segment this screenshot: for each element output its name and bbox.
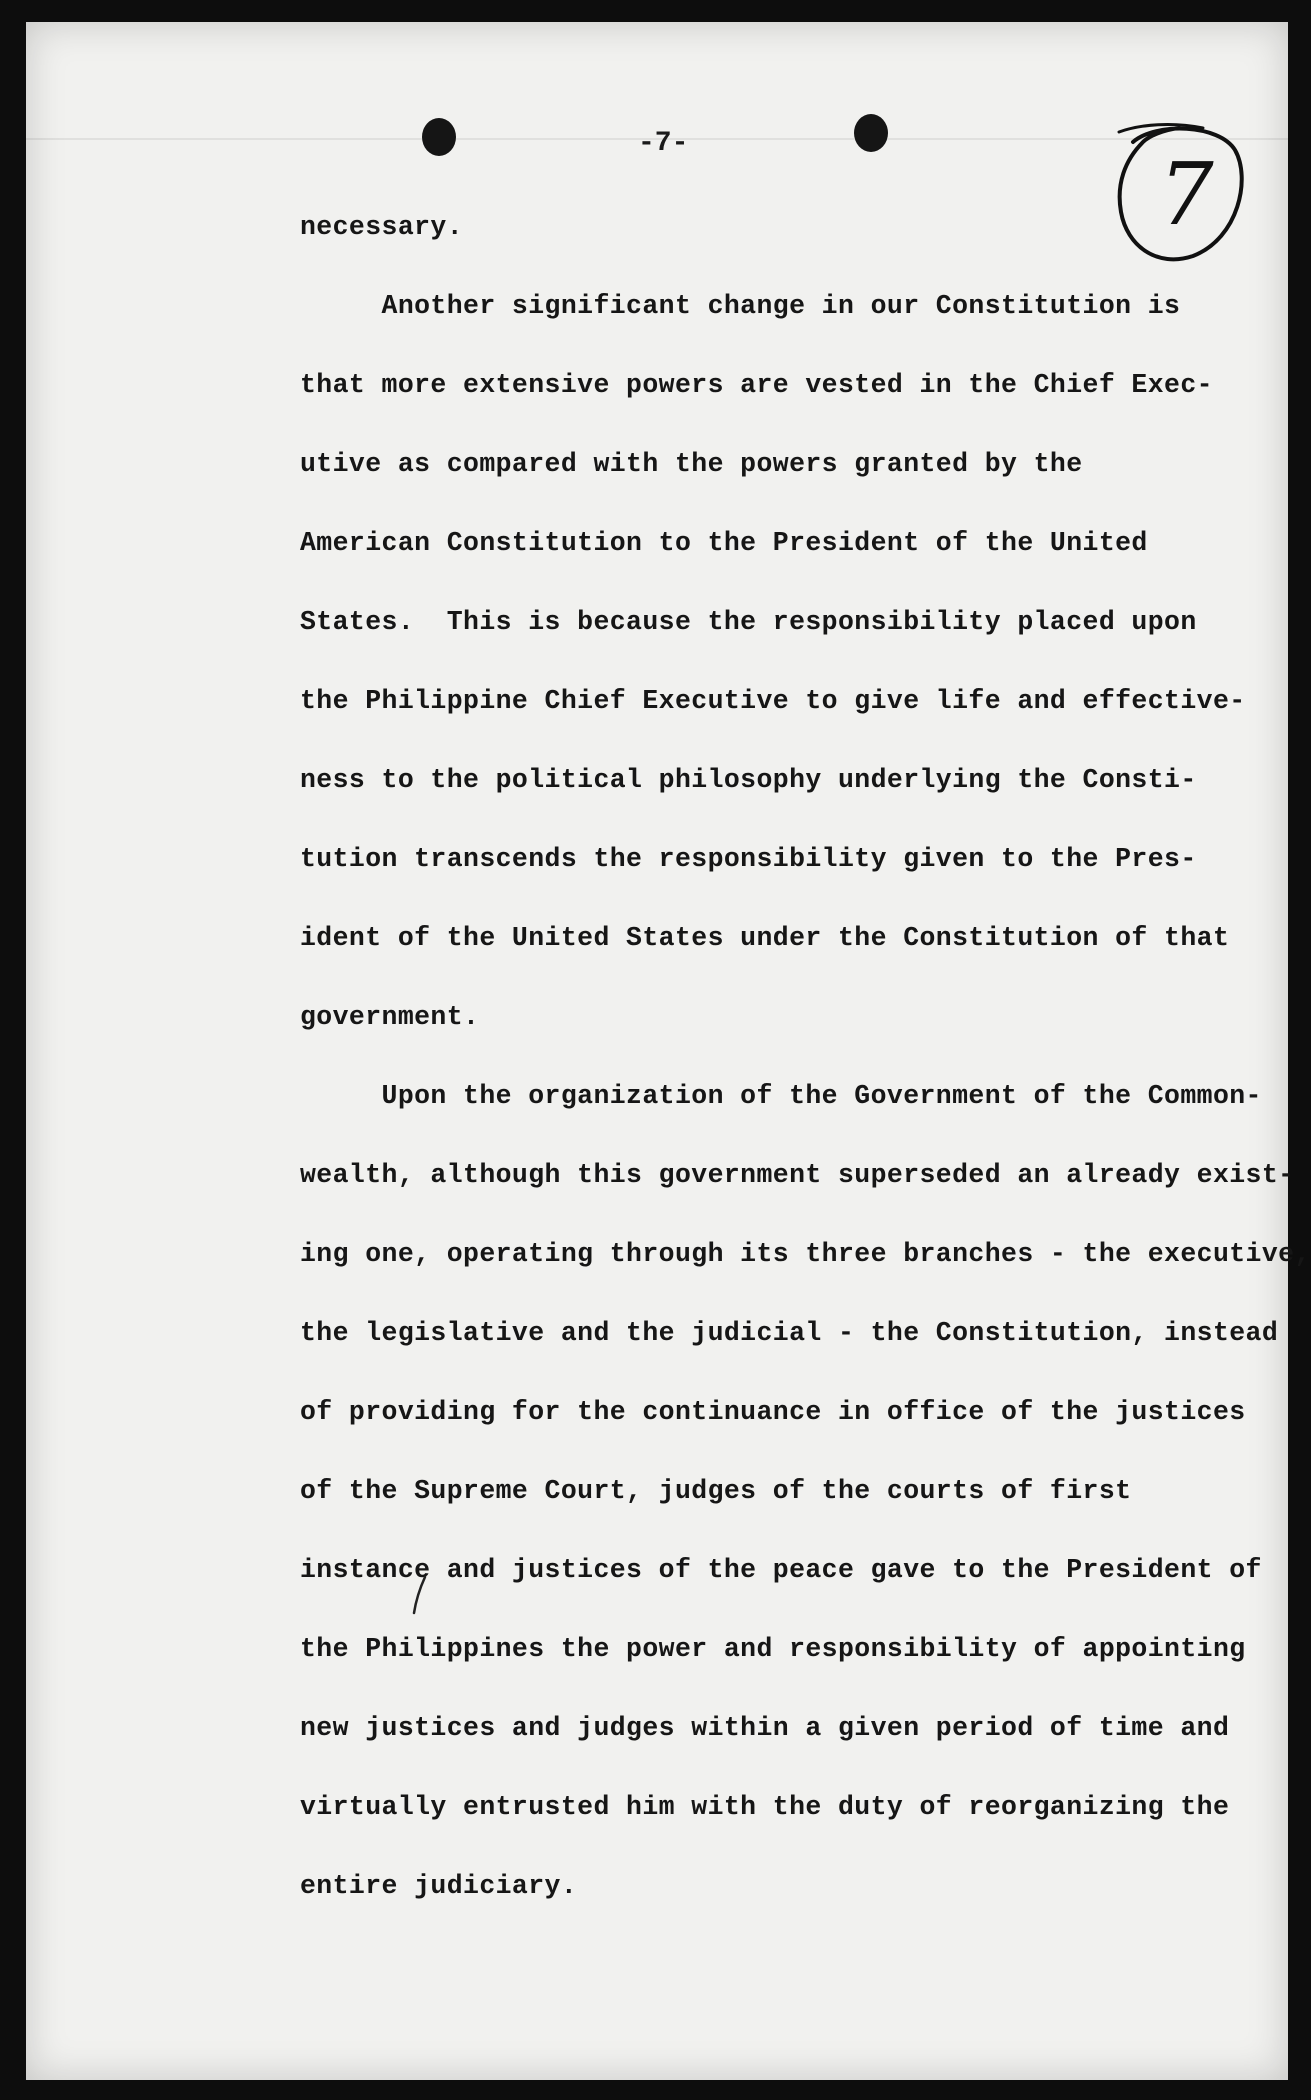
text-line: the Philippines the power and responsibility of appointing <box>300 1634 1246 1664</box>
text-line: new justices and judges within a given period of time and <box>300 1713 1230 1743</box>
text-line: that more extensive powers are vested in the Chief Exec- <box>300 370 1213 400</box>
page-number: -7- <box>638 128 689 159</box>
handwritten-page-number: 7 <box>1159 145 1214 245</box>
text-line: entire judiciary. <box>300 1871 578 1901</box>
typed-page <box>26 22 1311 2080</box>
text-line: virtually entrusted him with the duty of reorganizing the <box>300 1792 1230 1822</box>
text-line: wealth, although this government superseded an already exist- <box>300 1160 1295 1190</box>
text-line: the legislative and the judicial - the Constitution, instead <box>300 1318 1279 1348</box>
text-line: the Philippine Chief Executive to give life and effective- <box>300 686 1246 716</box>
handwritten-page-number-circle <box>1111 120 1251 270</box>
text-line: tution transcends the responsibility given to the Pres- <box>300 844 1197 874</box>
text-line: ing one, operating through its three branches - the executive, <box>300 1239 1311 1269</box>
text-line: necessary. <box>300 212 464 242</box>
text-line: of the Supreme Court, judges of the courts of first <box>300 1476 1132 1506</box>
text-line: ness to the political philosophy underlying the Consti- <box>300 765 1197 795</box>
text-line: Upon the organization of the Government of the Common- <box>300 1081 1262 1111</box>
text-line: ident of the United States under the Constitution of that <box>300 923 1230 953</box>
text-line: instance and justices of the peace gave to the President of <box>300 1555 1262 1585</box>
text-line: Another significant change in our Constitution is <box>300 291 1181 321</box>
text-line: utive as compared with the powers granted by the <box>300 449 1083 479</box>
text-line: States. This is because the responsibility placed upon <box>300 607 1197 637</box>
punch-hole-right <box>854 114 888 152</box>
punch-hole-left <box>422 118 456 156</box>
pen-mark <box>410 1574 430 1616</box>
text-line: government. <box>300 1002 480 1032</box>
text-line: American Constitution to the President of the United <box>300 528 1148 558</box>
text-line: of providing for the continuance in office of the justices <box>300 1397 1246 1427</box>
